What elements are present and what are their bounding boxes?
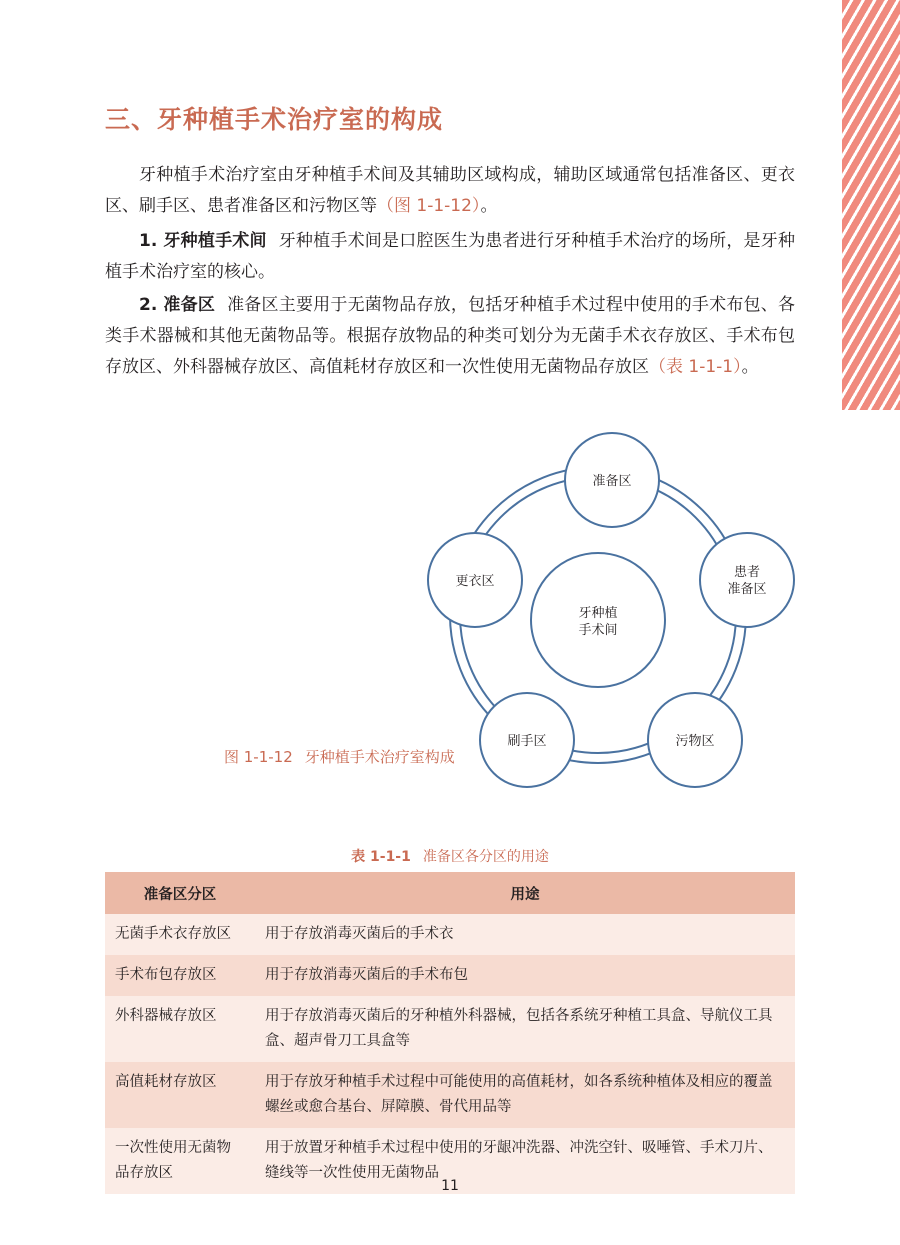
prep-area-paragraph — [105, 290, 795, 383]
label-scrub: 刷手区 — [507, 734, 547, 749]
table-cell-zone: 一次性使用无菌物品存放区 — [105, 1128, 255, 1194]
surgery-room-text: 牙种植手术间是口腔医生为患者进行牙种植手术治疗的场所，是牙种植手术治疗室的核心。 — [105, 231, 795, 282]
intro-end: 。 — [480, 196, 498, 216]
center-label-line1: 牙种植 — [578, 606, 618, 621]
table-cell-usage: 用于存放消毒灭菌后的手术布包 — [255, 955, 795, 996]
table-cell-usage: 用于存放消毒灭菌后的牙种植外科器械，包括各系统牙种植工具盒、导航仪工具盒、超声骨刀工具盒等 — [255, 996, 795, 1062]
figure-caption-number: 图 1-1-12 — [224, 748, 293, 766]
prep-area-table — [105, 872, 795, 1194]
label-dirty: 污物区 — [675, 734, 715, 749]
table-cell-zone: 无菌手术衣存放区 — [105, 914, 255, 955]
page-number: 11 — [441, 1178, 459, 1194]
table-cell-usage: 用于存放消毒灭菌后的手术衣 — [255, 914, 795, 955]
table-header-row — [105, 872, 795, 914]
table-row — [105, 914, 795, 955]
room-layout-diagram — [410, 430, 810, 800]
table-caption-number: 表 1-1-1 — [351, 849, 411, 865]
prep-area-lead: 2. 准备区 — [139, 295, 216, 315]
figure-caption-text: 牙种植手术治疗室构成 — [304, 748, 455, 766]
table-cell-zone: 高值耗材存放区 — [105, 1062, 255, 1128]
table-caption — [0, 846, 900, 866]
surgery-room-lead: 1. 牙种植手术间 — [139, 231, 267, 251]
figure-reference: （图 1-1-12） — [377, 196, 481, 216]
table-reference: （表 1-1-1） — [649, 357, 742, 377]
center-label-line2: 手术间 — [578, 623, 618, 638]
label-patient-line2: 准备区 — [727, 582, 767, 597]
table-cell-usage: 用于放置牙种植手术过程中使用的牙龈冲洗器、冲洗空针、吸唾管、手术刀片、缝线等一次性使用无菌物品 — [255, 1128, 795, 1194]
label-prep: 准备区 — [592, 474, 632, 489]
prep-area-text: 准备区主要用于无菌物品存放，包括牙种植手术过程中使用的手术布包、各类手术器械和其他无菌物品等。根据存放物品的种类可划分为无菌手术衣存放区、手术布包存放区、外科器械存放区、高值耗材存放区和一次性使用无菌物品存放区 — [105, 295, 795, 377]
prep-area-end: 。 — [741, 357, 759, 377]
label-changing: 更衣区 — [455, 574, 495, 589]
table-cell-zone: 外科器械存放区 — [105, 996, 255, 1062]
table-cell-usage: 用于存放牙种植手术过程中可能使用的高值耗材，如各系统种植体及相应的覆盖螺丝或愈合基台、屏障膜、骨代用品等 — [255, 1062, 795, 1128]
table-caption-text: 准备区各分区的用途 — [422, 849, 549, 865]
table-row — [105, 1062, 795, 1128]
surgery-room-paragraph — [105, 226, 795, 288]
header-usage: 用途 — [255, 872, 795, 914]
decorative-side-stripe — [842, 0, 900, 410]
figure-caption — [224, 746, 455, 767]
table-cell-zone: 手术布包存放区 — [105, 955, 255, 996]
label-patient-line1: 患者 — [733, 565, 761, 580]
section-heading: 三、牙种植手术治疗室的构成 — [105, 105, 444, 134]
node-patient-prep — [700, 533, 794, 627]
intro-paragraph — [105, 160, 795, 222]
table-row — [105, 955, 795, 996]
header-zone: 准备区分区 — [105, 872, 255, 914]
intro-text: 牙种植手术治疗室由牙种植手术间及其辅助区域构成，辅助区域通常包括准备区、更衣区、刷手区、患者准备区和污物区等 — [105, 165, 795, 216]
table-row — [105, 996, 795, 1062]
